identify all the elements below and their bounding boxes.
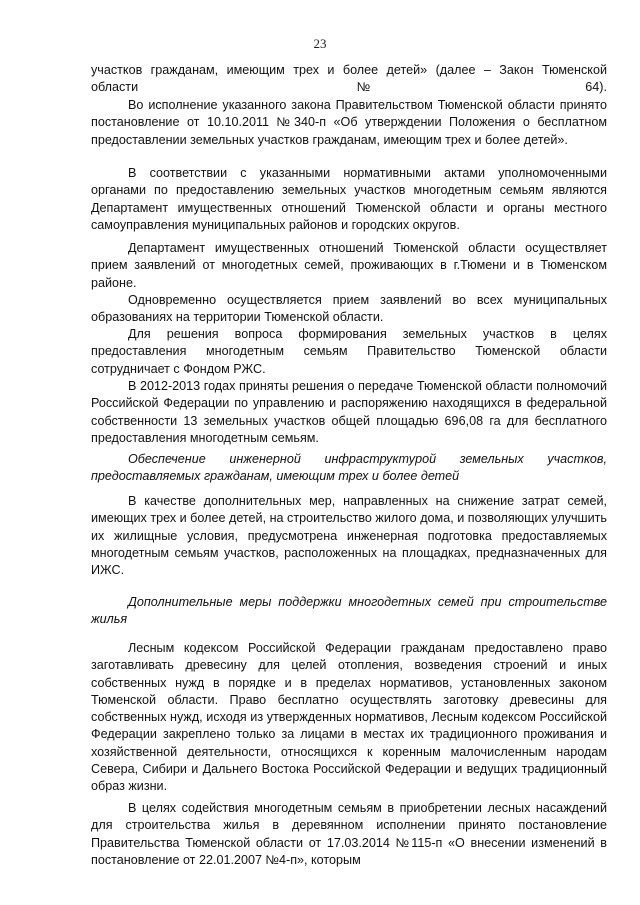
section-heading-infrastructure: Обеспечение инженерной инфраструктурой земельных участков, предоставляемых гражданам, имеющим трех и более детей: [91, 452, 607, 484]
paragraph-1: участков гражданам, имеющим трех и более детей» (далее – Закон Тюменской области №64).: [91, 63, 607, 95]
paragraph-9: Лесным кодексом Российской Федерации гражданам предоставлено право заготавливать древесину для целей отопления, возведения строений и иных собственных нужд в порядке и в пределах нормативов, установленных законом Тюменской области. Право бесплатно осуществлять заготовку древесины для собственных нужд, исходя из утвержденных нормативов, Лесным кодексом Российской Федерации закреплено только за лицами в местах их традиционного проживания и хозяйственной деятельности, относящихся к коренным малочисленным народам Севера, Сибири и Дальнего Востока Российской Федерации и ведущих традиционный образ жизни.: [91, 641, 607, 794]
section-heading-support-measures: Дополнительные меры поддержки многодетных семей при строительстве жилья: [91, 595, 607, 627]
paragraph-4: Департамент имущественных отношений Тюменской области осуществляет прием заявлений от многодетных семей, проживающих в г.Тюмени и в Тюменском районе.: [91, 241, 607, 290]
page-number: 23: [313, 36, 327, 51]
paragraph-5: Одновременно осуществляется прием заявлений во всех муниципальных образованиях на территории Тюменской области.: [91, 293, 607, 325]
paragraph-6: Для решения вопроса формирования земельных участков в целях предоставления многодетным семьям Правительство Тюменской области сотрудничает с Фондом РЖС.: [91, 327, 607, 376]
paragraph-2: Во исполнение указанного закона Правительством Тюменской области принято постановление от 10.10.2011 №340-п «Об утверждении Положения о бесплатном предоставлении земельных участков гражданам, имеющим трех и более детей».: [91, 98, 607, 147]
paragraph-3: В соответствии с указанными нормативными актами уполномоченными органами по предоставлению земельных участков многодетным семьям являются Департамент имущественных отношений Тюменской области и органы местного самоуправления муниципальных районов и городских округов.: [91, 166, 607, 232]
paragraph-7: В 2012-2013 годах приняты решения о передаче Тюменской области полномочий Российской Федерации по управлению и распоряжению находящихся в федеральной собственности 13 земельных участков общей площадью 696,08 га для бесплатного предоставления многодетным семьям.: [91, 379, 607, 445]
paragraph-10: В целях содействия многодетным семьям в приобретении лесных насаждений для строительства жилья в деревянном исполнении принято постановление Правительства Тюменской области от 17.03.2014 №115-п «О внесении изменений в постановление от 22.01.2007 №4-п», которым: [91, 801, 607, 867]
paragraph-8: В качестве дополнительных мер, направленных на снижение затрат семей, имеющих трех и более детей, на строительство жилого дома, и позволяющих улучшить их жилищные условия, предусмотрена инженерная подготовка предоставляемых многодетным семьям участков, расположенных на площадках, предназначенных для ИЖС.: [91, 494, 607, 578]
